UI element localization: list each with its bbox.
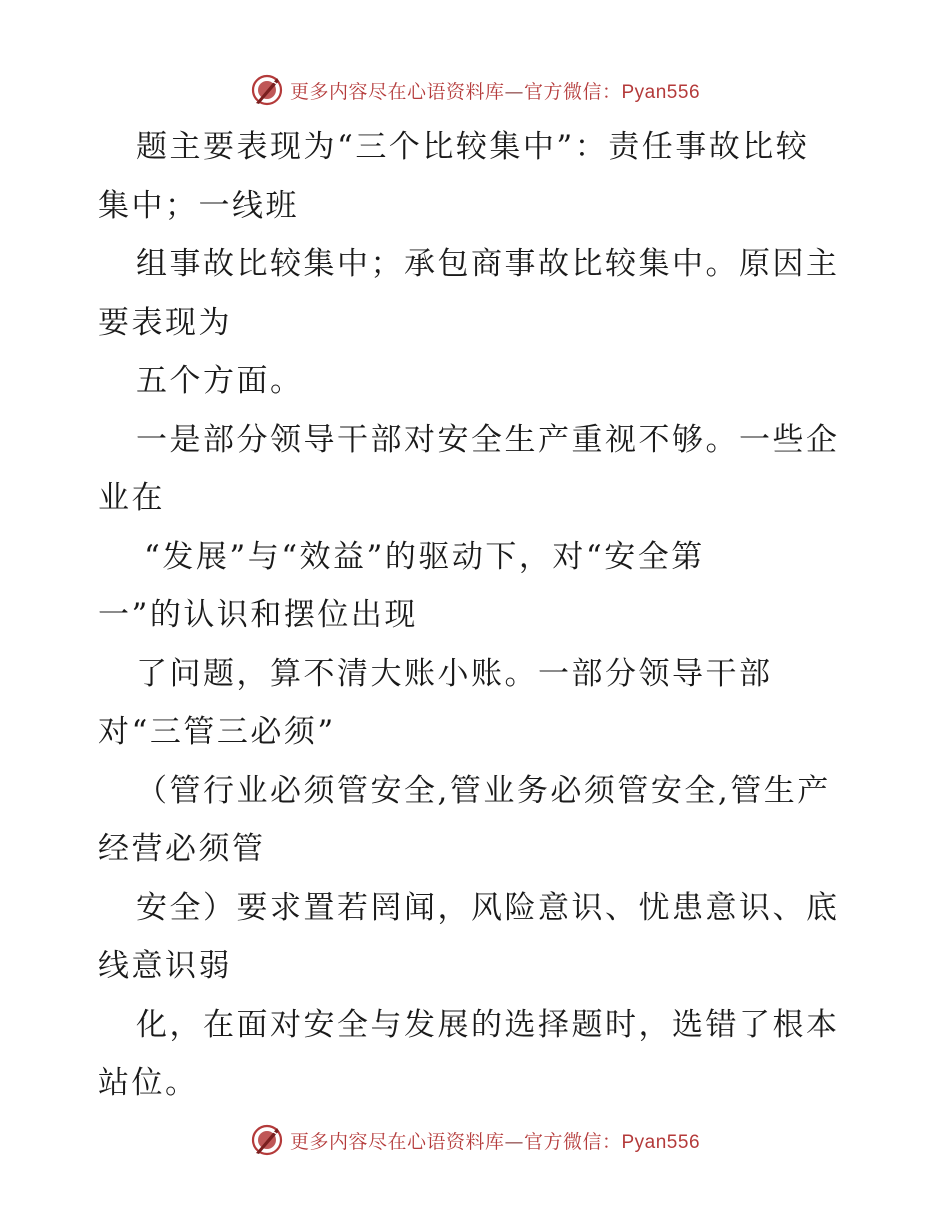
header-wechat-label: 官方微信： (523, 80, 622, 103)
text-line: 业在 (98, 480, 165, 516)
footer-wechat-label: 官方微信： (523, 1130, 622, 1153)
footer-wechat-id: Pyan556 (621, 1131, 701, 1153)
text-line: 五个方面。 (136, 363, 304, 399)
document-body (98, 118, 858, 1113)
text-line: （管行业必须管安全,管业务必须管安全,管生产 (136, 772, 831, 809)
text-line: 对“三管三必须” (98, 714, 336, 750)
text-line: 集中；一线班 (98, 187, 299, 224)
text-line: 一”的认识和摆位出现 (98, 597, 418, 633)
text-line: 题主要表现为“三个比较集中”：责任事故比较 (136, 129, 810, 165)
footer-promo-text: 更多内容尽在心语资料库 (289, 1130, 505, 1153)
feather-quill-logo-icon (250, 1123, 284, 1157)
header-promo (290, 77, 700, 104)
text-line: 化，在面对安全与发展的选择题时，选错了根本 (136, 1006, 840, 1043)
footer-banner (0, 1120, 950, 1160)
header-banner (0, 70, 950, 110)
text-line: “发展”与“效益”的驱动下，对“安全第 (144, 538, 705, 575)
text-line: 站位。 (98, 1065, 199, 1101)
feather-quill-logo-icon (250, 73, 284, 107)
footer-promo (290, 1127, 700, 1154)
text-line: 安全）要求置若罔闻，风险意识、忧患意识、底 (136, 889, 840, 926)
header-separator: — (504, 80, 524, 103)
text-line: 一是部分领导干部对安全生产重视不够。一些企 (136, 421, 840, 458)
header-wechat-id: Pyan556 (621, 81, 701, 103)
text-line: 经营必须管 (98, 831, 266, 867)
footer-separator: — (504, 1130, 524, 1153)
text-line: 线意识弱 (98, 948, 232, 984)
text-line: 要表现为 (98, 304, 232, 341)
text-line: 了问题，算不清大账小账。一部分领导干部 (136, 655, 773, 692)
header-promo-text: 更多内容尽在心语资料库 (289, 80, 505, 103)
text-line: 组事故比较集中；承包商事故比较集中。原因主 (136, 246, 840, 282)
